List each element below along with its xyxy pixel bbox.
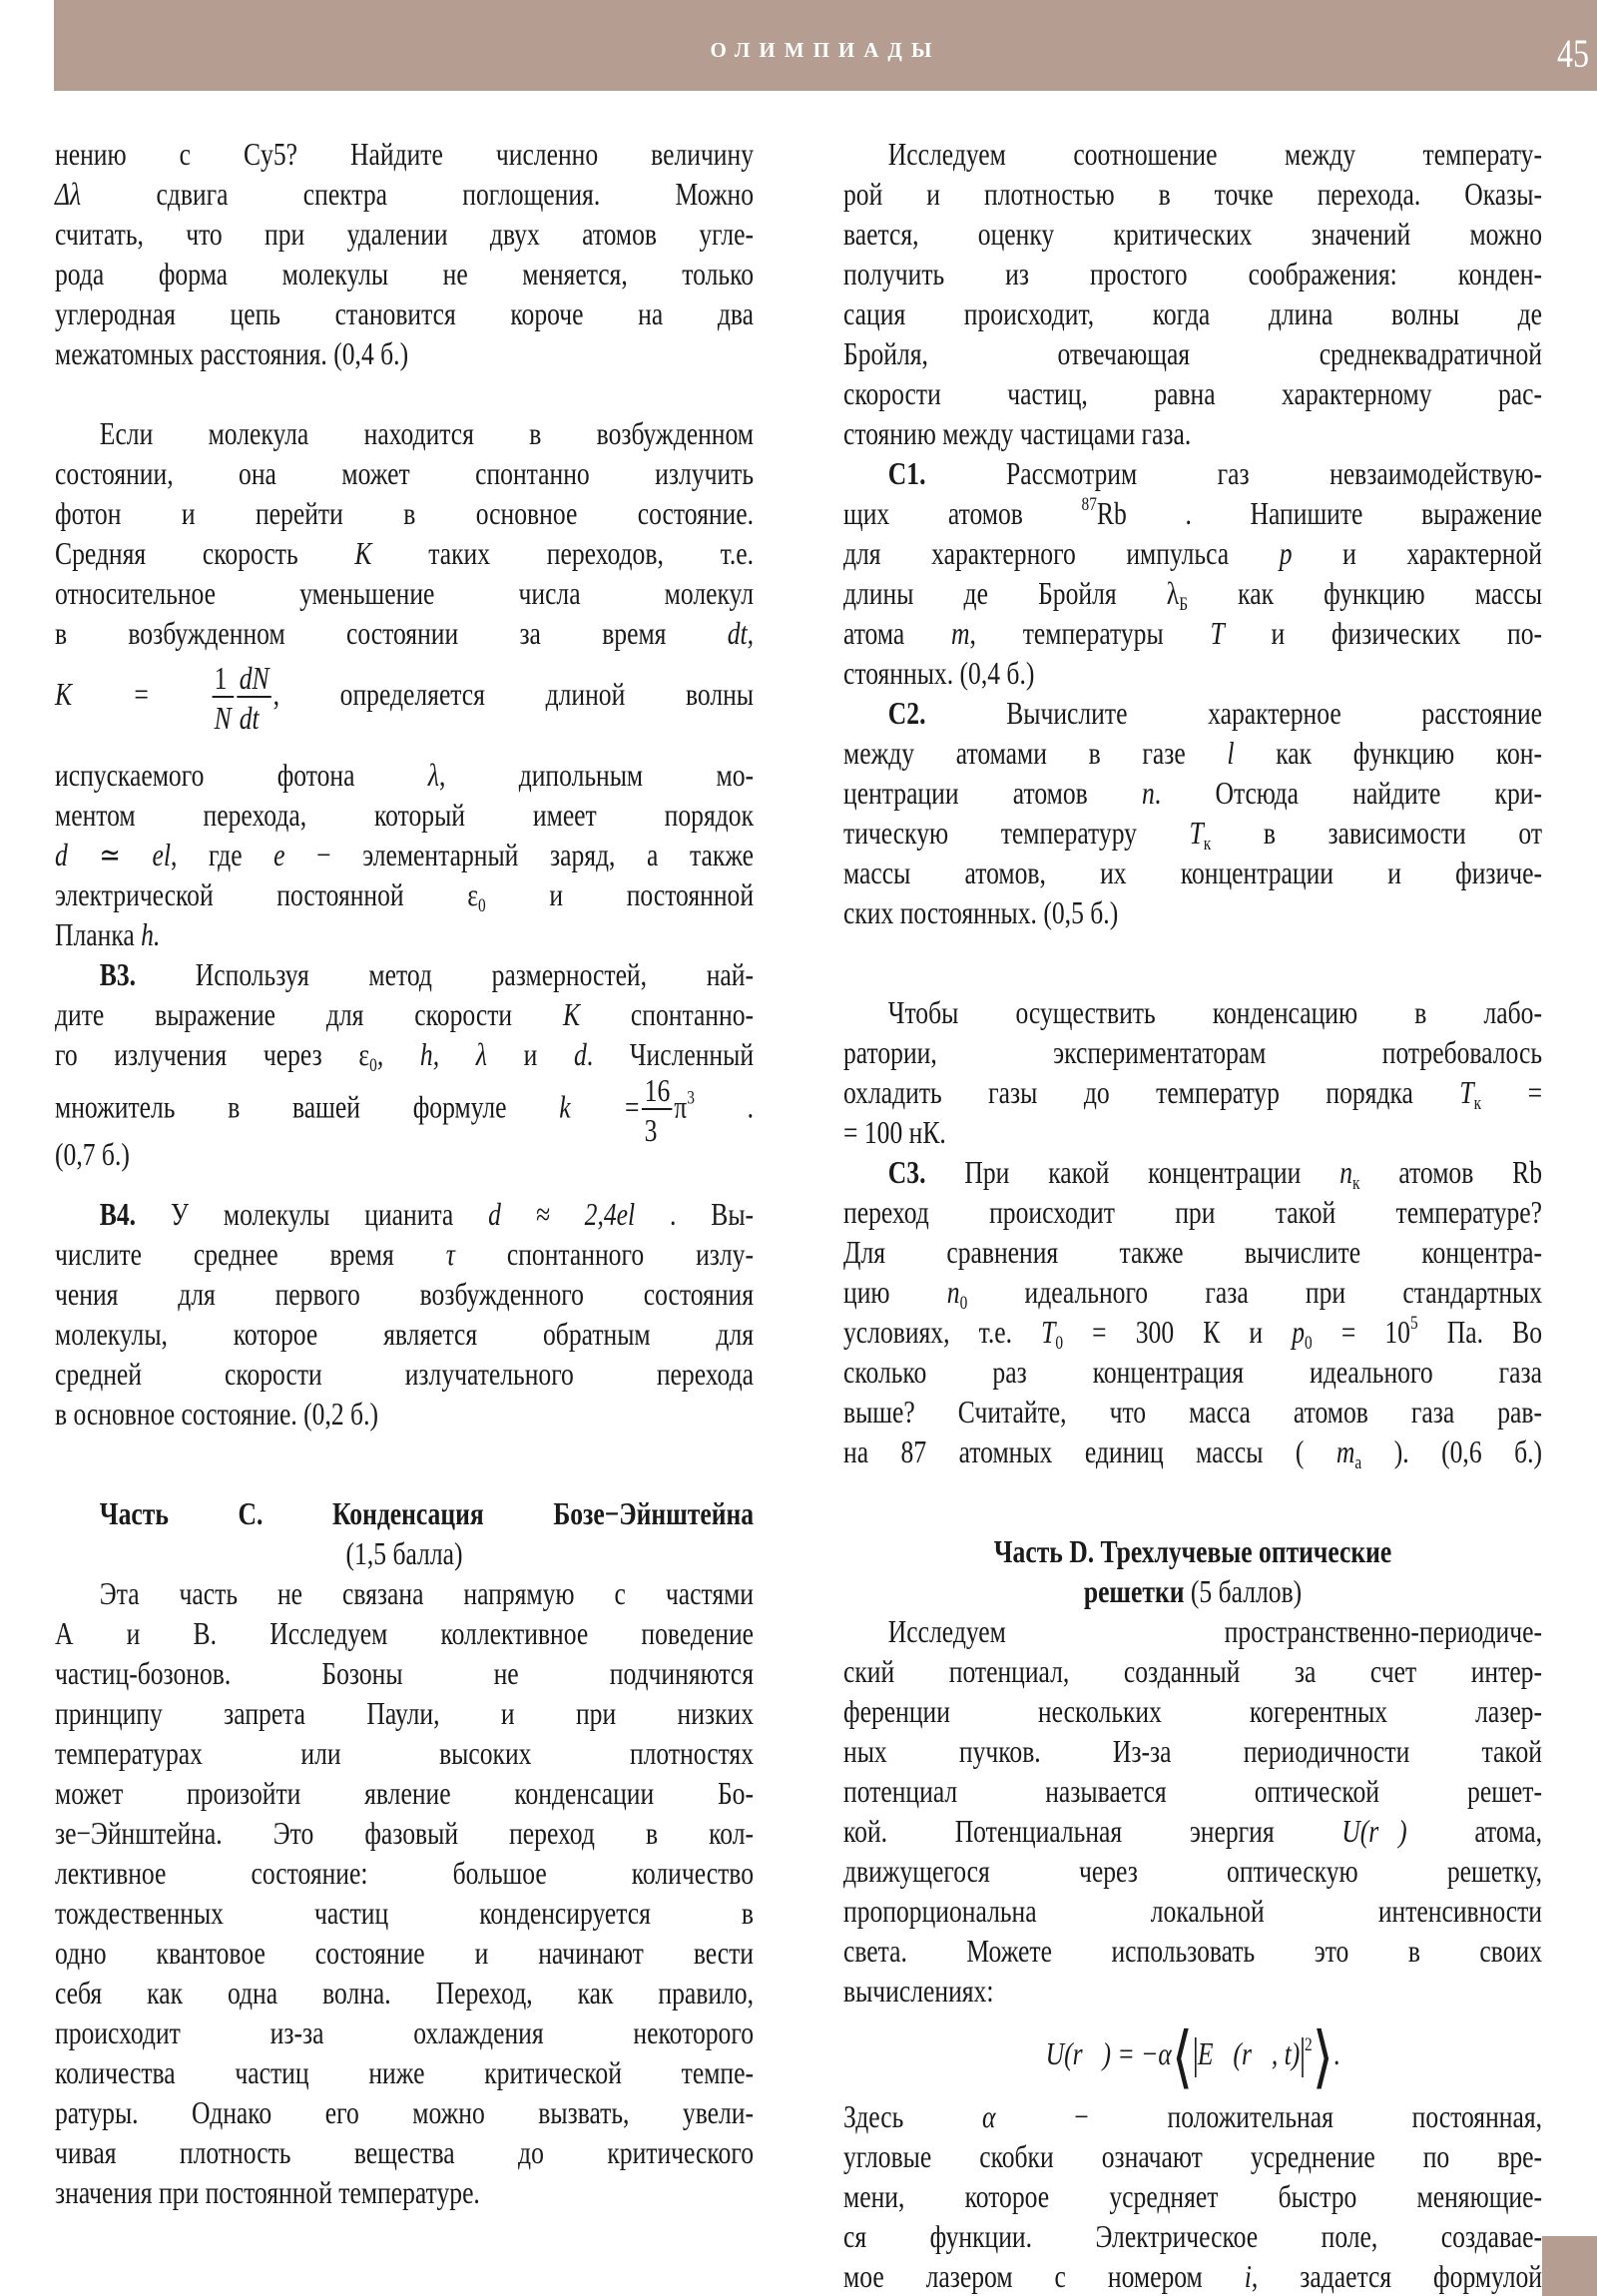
text-line: принципу запрета Паули, и при низких [55, 1695, 754, 1731]
text-line: себя как одна волна. Переход, как правило, [55, 1975, 754, 2010]
page-number: 45 [1557, 31, 1589, 76]
text-line: охладить газы до температур порядка $T_к$ = [843, 1074, 1543, 1114]
text-line: числите среднее время τ спонтанного излу- [55, 1236, 754, 1272]
part-d [843, 1531, 1542, 2296]
right-column [843, 134, 1542, 2296]
text-line: Эта часть не связана напрямую с частями [99, 1575, 755, 1611]
text-line: состоянии, она может спонтанно излучить [55, 455, 754, 491]
text-line: условиях, т.е. $T_0 = 300$ К и $p_0 = 10^5$ Па. Во [843, 1313, 1542, 1354]
text-line: сация происходит, когда длина волны де [843, 295, 1542, 331]
text-line: количества частиц ниже критической темпе- [55, 2054, 754, 2090]
question-label: B3. [99, 956, 137, 992]
text-line: электрической постоянной $\varepsilon_0$ и постоянной [55, 876, 755, 916]
question-b3 [55, 954, 754, 1174]
text-line: B3. Используя метод размерностей, най- [99, 956, 755, 992]
formula-K-line: K = $\frac{1}{N}$ $\frac{dN}{dt}$ , определяется длиной волны [55, 659, 755, 736]
question-label: C2. [887, 695, 926, 731]
text-line: А и В. Исследуем коллективное поведение [55, 1615, 754, 1651]
paragraph-cy5 [55, 134, 754, 373]
text-line: движущегося через оптическую решетку, [843, 1853, 1542, 1889]
text-line: мое лазером с номером i, задается формулой [843, 2258, 1543, 2294]
part-c-points: (1,5 балла) [345, 1535, 463, 1571]
delta-lambda-symbol: Δλ [55, 176, 82, 212]
text-line: Средняя скорость K таких переходов, т.е. [55, 535, 755, 571]
fraction: $\frac{1}{N}$ [212, 662, 234, 734]
text-line: ратуры. Однако его можно вызвать, увели- [55, 2094, 754, 2130]
paragraph-lab [843, 992, 1542, 1152]
part-c [55, 1493, 754, 2212]
text-line: ных пучков. Из-за периодичности такой [843, 1733, 1542, 1769]
text-line: рода форма молекулы не меняется, только [55, 256, 754, 291]
text-line: центрации атомов n. Отсюда найдите кри- [843, 775, 1543, 811]
text-line: угловые скобки означают усреднение по вре- [843, 2138, 1542, 2174]
text-line: сколько раз концентрация идеального газа [843, 1354, 1542, 1390]
text-line: чения для первого возбужденного состояния [55, 1276, 754, 1312]
text-line: = 100 нК. [843, 1114, 946, 1150]
text-line: потенциал называется оптической решет- [843, 1773, 1542, 1809]
part-d-title-2: решетки (5 баллов) [1083, 1573, 1303, 1609]
text-line: получить из простого соображения: конден- [843, 256, 1542, 291]
text-line: ся функции. Электрическое поле, создавае- [843, 2218, 1542, 2254]
text-line: происходит из-за охлаждения некоторого [55, 2014, 754, 2050]
text-line: вается, оценку критических значений можно [843, 216, 1542, 252]
text-line: ментом перехода, который имеет порядок [55, 797, 754, 833]
text-line: молекулы, которое является обратным для [55, 1316, 754, 1352]
text-line: переход происходит при такой температуре? [843, 1194, 1542, 1230]
text-line: одно квантовое состояние и начинают вести [55, 1935, 754, 1971]
text-line: (0,7 б.) [55, 1136, 130, 1172]
text-line: света. Можете использовать это в своих [843, 1933, 1542, 1969]
text-line: B4. У молекулы цианита d ≈ 2,4el . Вы- [99, 1196, 755, 1232]
question-c2 [843, 693, 1542, 932]
question-c1 [843, 453, 1542, 693]
text-line: ференции нескольких когерентных лазер- [843, 1693, 1542, 1729]
text-line: ский потенциал, созданный за счет интер- [843, 1653, 1542, 1689]
text-line: Здесь α − положительная постоянная, [843, 2098, 1543, 2134]
text-line: чивая плотность вещества до критического [55, 2134, 754, 2170]
text-line: кой. Потенциальная энергия U(r⃗) атома, [843, 1813, 1542, 1849]
question-label: C3. [887, 1154, 926, 1190]
text-line: считать, что при удалении двух атомов угле- [55, 216, 754, 252]
text-line: относительное уменьшение числа молекул [55, 575, 754, 611]
text-line: углеродная цепь становится короче на два [55, 295, 754, 331]
text-line: выше? Считайте, что масса атомов газа рав- [843, 1394, 1542, 1430]
text-line: вычислениях: [843, 1973, 994, 2009]
text-line: пропорциональна локальной интенсивности [843, 1893, 1542, 1929]
text-line: может произойти явление конденсации Бо- [55, 1775, 754, 1811]
formula-potential: U(r⃗) = −α⟨ E⃗(r⃗, t) $^2$⟩. [1045, 2018, 1340, 2095]
text-line: температурах или высоких плотностях [55, 1735, 754, 1771]
text-line: в возбужденном состоянии за время dt, [55, 615, 754, 651]
text-line: межатомных расстояния. (0,4 б.) [55, 335, 409, 371]
text-line: атома m, температуры T и физических по- [843, 615, 1543, 651]
text-line: лективное состояние: большое количество [55, 1855, 754, 1891]
section-title: ОЛИМПИАДЫ [710, 38, 941, 62]
text-line: зе−Эйнштейна. Это фазовый переход в кол- [55, 1815, 754, 1851]
fraction: $\frac{dN}{dt}$ [237, 662, 271, 734]
text-line: цию $n_0$ идеального газа при стандартных [843, 1274, 1543, 1314]
text-line: ских постоянных. (0,5 б.) [843, 894, 1119, 930]
question-label: B4. [99, 1196, 137, 1232]
text-line: фотон и перейти в основное состояние. [55, 495, 754, 531]
paragraph-intro [843, 134, 1542, 453]
corner-tab [1542, 2236, 1597, 2296]
text-line: Чтобы осуществить конденсацию в лабо- [887, 994, 1542, 1030]
text-line: Исследуем пространственно-периодиче- [887, 1613, 1542, 1649]
text-line: частиц-бозонов. Бозоны не подчиняются [55, 1655, 754, 1691]
text-line: рой и плотностью в точке перехода. Оказы- [843, 176, 1542, 212]
text-line: тождественных частиц конденсируется в [55, 1895, 754, 1931]
fraction: $\frac{16}{3}$ [642, 1074, 672, 1146]
text-line: испускаемого фотона λ, дипольным мо- [55, 757, 755, 793]
text-line: в основное состояние. (0,2 б.) [55, 1396, 378, 1432]
text-line: го излучения через $\varepsilon_0$, h, λ и d. Численный [55, 1036, 755, 1076]
text-line: значения при постоянной температуре. [55, 2174, 480, 2210]
text-line: d ≃ el, где e − элементарный заряд, а также [55, 837, 755, 872]
text-line: дите выражение для скорости K спонтанно- [55, 996, 755, 1032]
text-line: на 87 атомных единиц массы ( $m_а$ ). (0,6 б.) [843, 1434, 1543, 1473]
text-line: Δλ сдвига спектра поглощения. Можно [55, 176, 755, 212]
text-line: нению с Cy5? Найдите численно величину [55, 136, 754, 172]
text-line: скорости частиц, равна характерному рас- [843, 375, 1542, 411]
question-c3 [843, 1152, 1542, 1471]
text-line: для характерного импульса p и характерной [843, 535, 1543, 571]
text-line: Планка h. [55, 916, 161, 952]
left-column [55, 134, 754, 2212]
page-header [54, 0, 1597, 91]
question-label: C1. [887, 455, 926, 491]
text-line: мени, которое усредняет быстро меняющие- [843, 2178, 1542, 2214]
text-line: C2. Вычислите характерное расстояние [887, 695, 1543, 731]
text-line: тическую температуру $T_к$ в зависимости от [843, 815, 1542, 855]
text-line: стоянных. (0,4 б.) [843, 655, 1035, 691]
part-c-title: Часть С. Конденсация Бозе−Эйнштейна [99, 1495, 755, 1531]
paragraph-spontaneous [55, 413, 754, 954]
text-line: C3. При какой концентрации $n_к$ атомов Rb [887, 1154, 1543, 1194]
text-line: длины де Бройля $\lambda_Б$ как функцию массы [843, 575, 1543, 615]
text-line: щих атомов $^{87}$Rb . Напишите выражение [843, 494, 1543, 531]
text-line: Бройля, отвечающая среднеквадратичной [843, 335, 1542, 371]
text-line: стоянию между частицами газа. [843, 415, 1192, 451]
text-line: Исследуем соотношение между температу- [887, 136, 1542, 172]
text-line: массы атомов, их концентрации и физиче- [843, 855, 1542, 890]
formula-k-line: множитель в вашей формуле k = $\frac{16}{3}$ $\pi^3$ . [55, 1072, 755, 1148]
part-d-title: Часть D. Трехлучевые оптические [993, 1533, 1392, 1569]
question-b4 [55, 1194, 754, 1434]
text-line: средней скорости излучательного перехода [55, 1356, 754, 1392]
text-line: между атомами в газе l как функцию кон- [843, 735, 1542, 771]
text-line: Если молекула находится в возбужденном [99, 415, 755, 451]
text-line: C1. Рассмотрим газ невзаимодействую- [887, 455, 1542, 491]
text-line: Для сравнения также вычислите концентра- [843, 1234, 1542, 1270]
text-line: ратории, экспериментаторам потребовалось [843, 1034, 1542, 1070]
